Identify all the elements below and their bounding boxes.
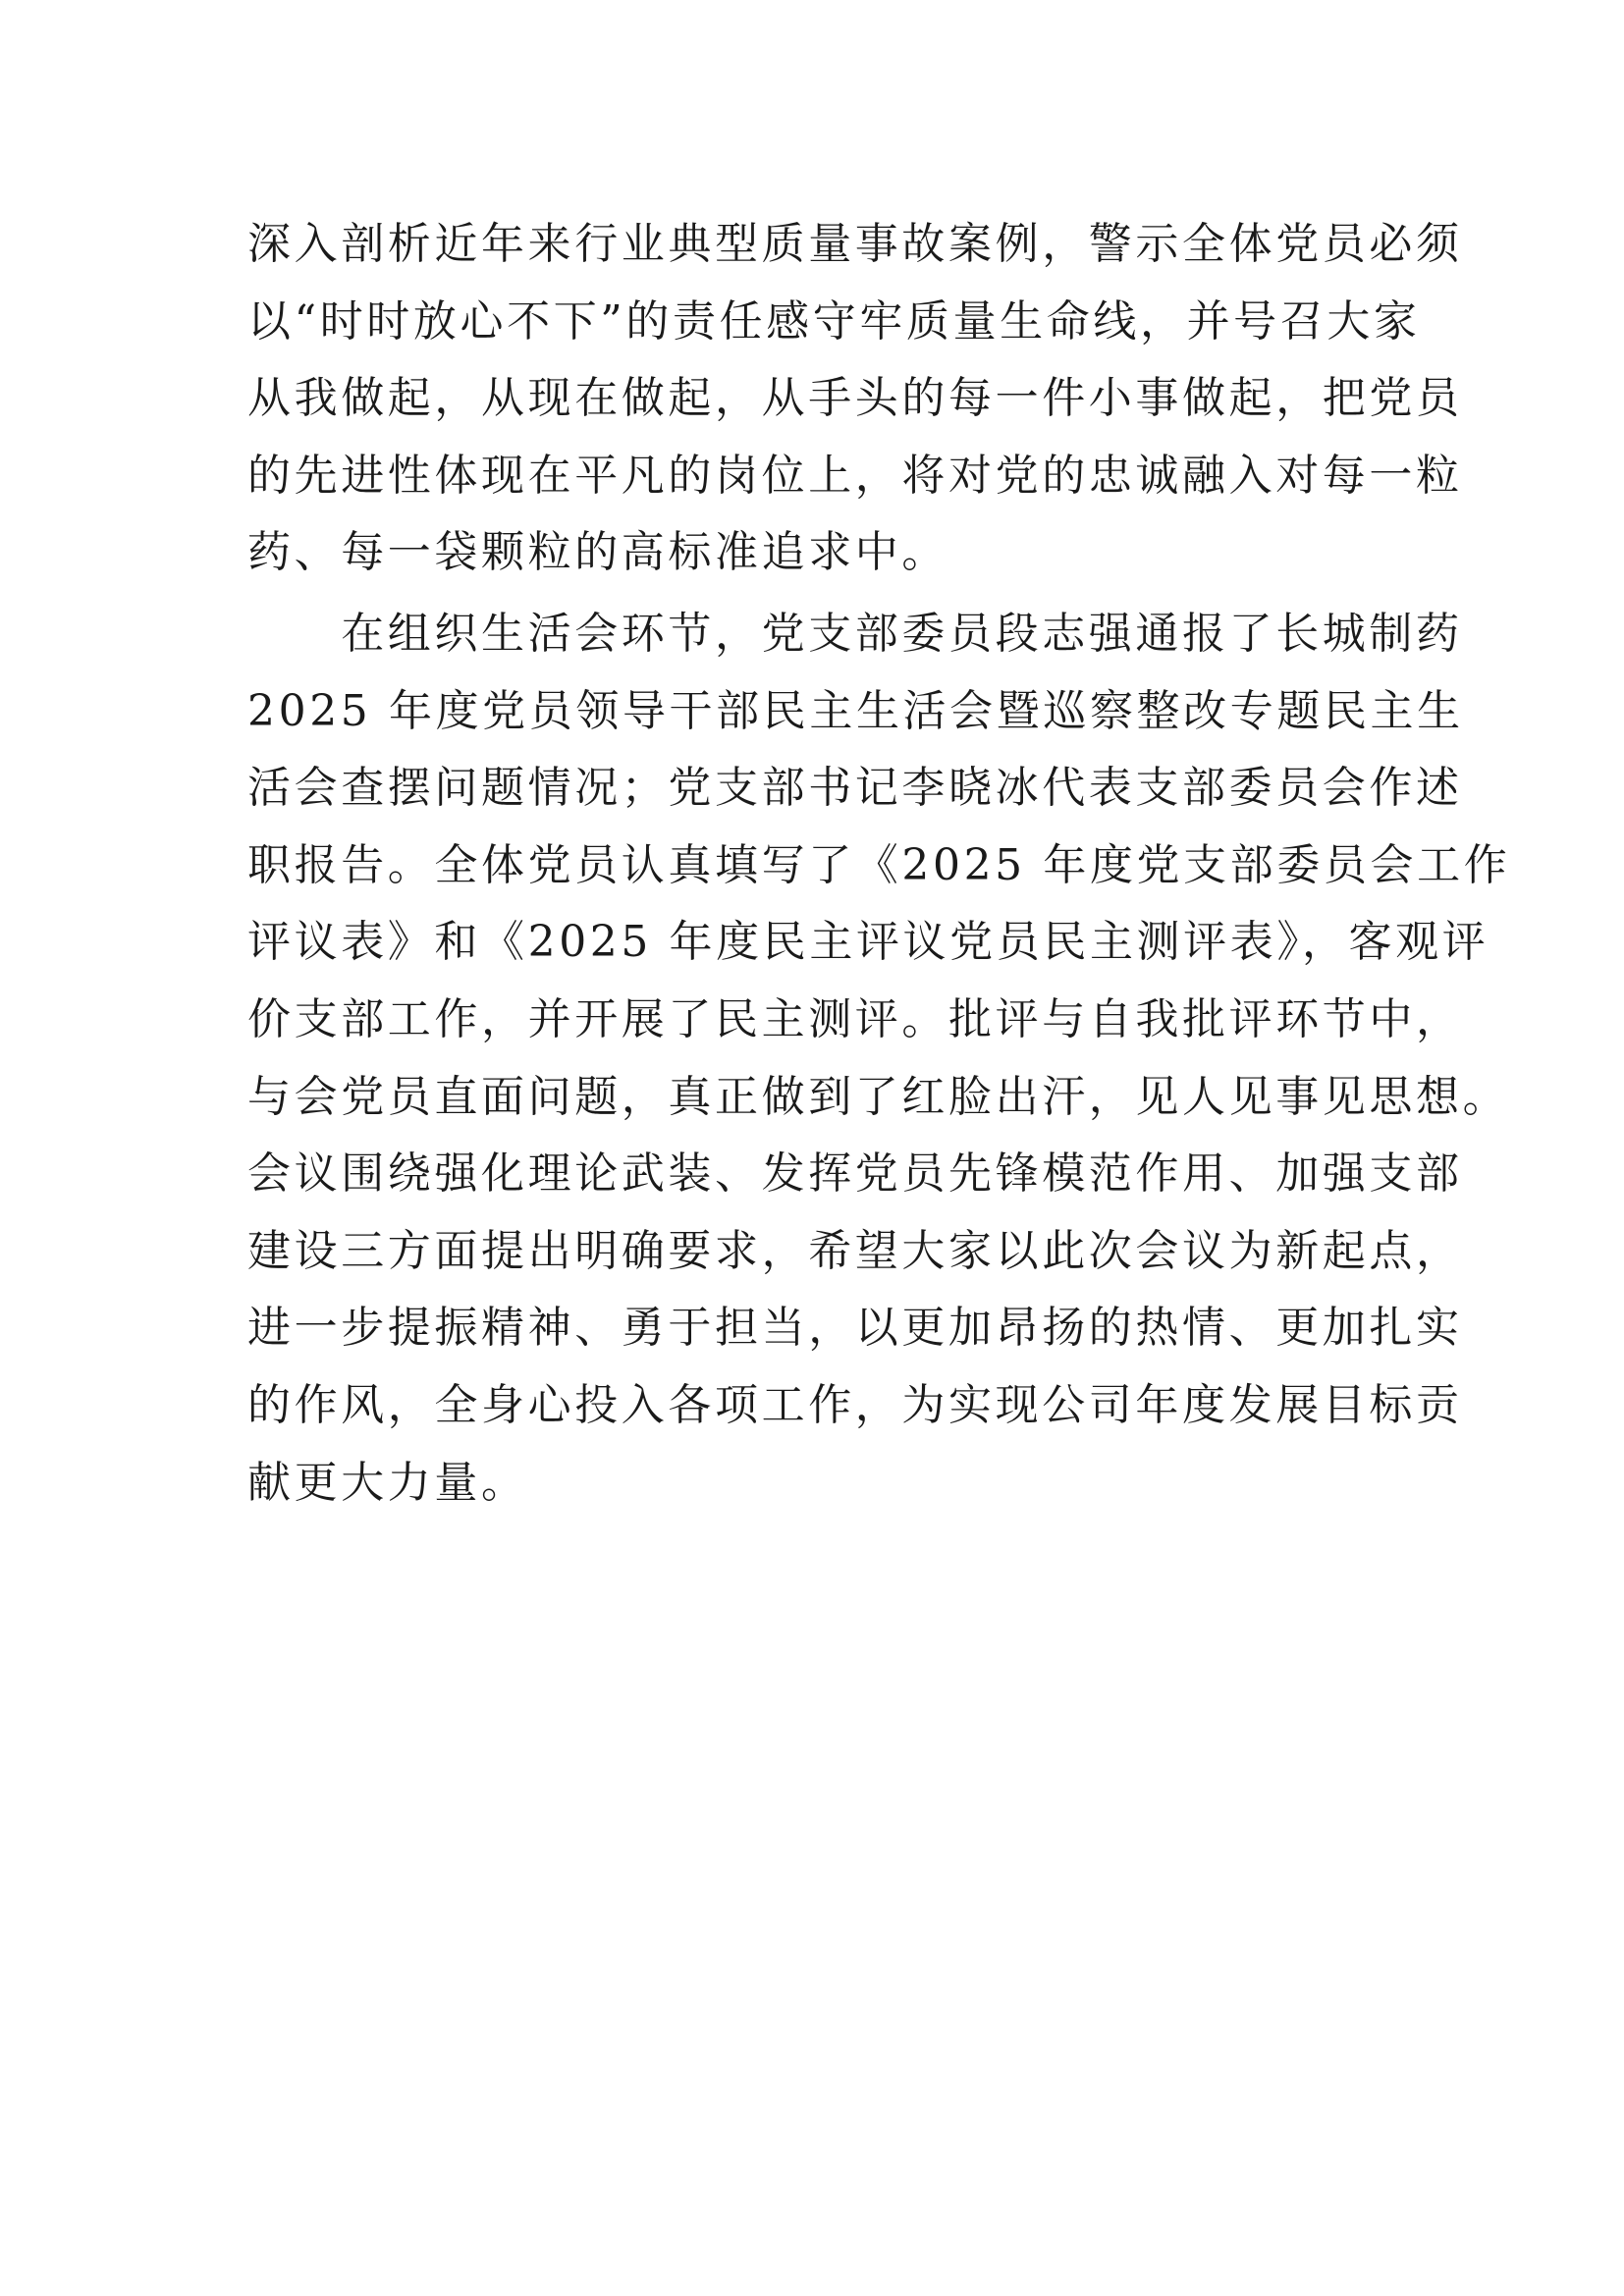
text-line: 2025 年度党员领导干部民主生活会暨巡察整改专题民主生 <box>247 685 1464 736</box>
paragraph-2 <box>247 596 1511 1522</box>
text-line: 的作风，全身心投入各项工作，为实现公司年度发展目标贡 <box>247 1379 1463 1430</box>
text-line: 以“时时放心不下”的责任感守牢质量生命线，并号召大家 <box>247 295 1421 347</box>
text-line: 活会查摆问题情况；党支部书记李晓冰代表支部委员会作述 <box>247 763 1463 814</box>
text-line: 建设三方面提出明确要求，希望大家以此次会议为新起点， <box>247 1225 1463 1276</box>
text-line: 评议表》和《2025 年度民主评议党员民主测评表》，客观评 <box>247 917 1489 968</box>
text-line: 进一步提振精神、勇于担当，以更加昂扬的热情、更加扎实 <box>247 1303 1463 1354</box>
text-line: 价支部工作，并开展了民主测评。批评与自我批评环节中， <box>247 993 1463 1044</box>
text-line: 与会党员直面问题，真正做到了红脸出汗，见人见事见思想。 <box>247 1071 1510 1122</box>
text-line: 药、每一袋颗粒的高标准追求中。 <box>247 527 948 578</box>
text-line: 献更大力量。 <box>247 1457 528 1508</box>
text-line: 深入剖析近年来行业典型质量事故案例，警示全体党员必须 <box>247 219 1463 269</box>
body-text <box>247 206 1511 1522</box>
text-line: 职报告。全体党员认真填写了《2025 年度党支部委员会工作 <box>247 839 1511 890</box>
text-line: 会议围绕强化理论武装、发挥党员先锋模范作用、加强支部 <box>247 1148 1463 1200</box>
paragraph-1 <box>247 206 1463 592</box>
text-line: 在组织生活会环节，党支部委员段志强通报了长城制药 <box>247 608 1463 659</box>
text-line: 的先进性体现在平凡的岗位上，将对党的忠诚融入对每一粒 <box>247 450 1463 501</box>
text-line: 从我做起，从现在做起，从手头的每一件小事做起，把党员 <box>247 373 1463 424</box>
